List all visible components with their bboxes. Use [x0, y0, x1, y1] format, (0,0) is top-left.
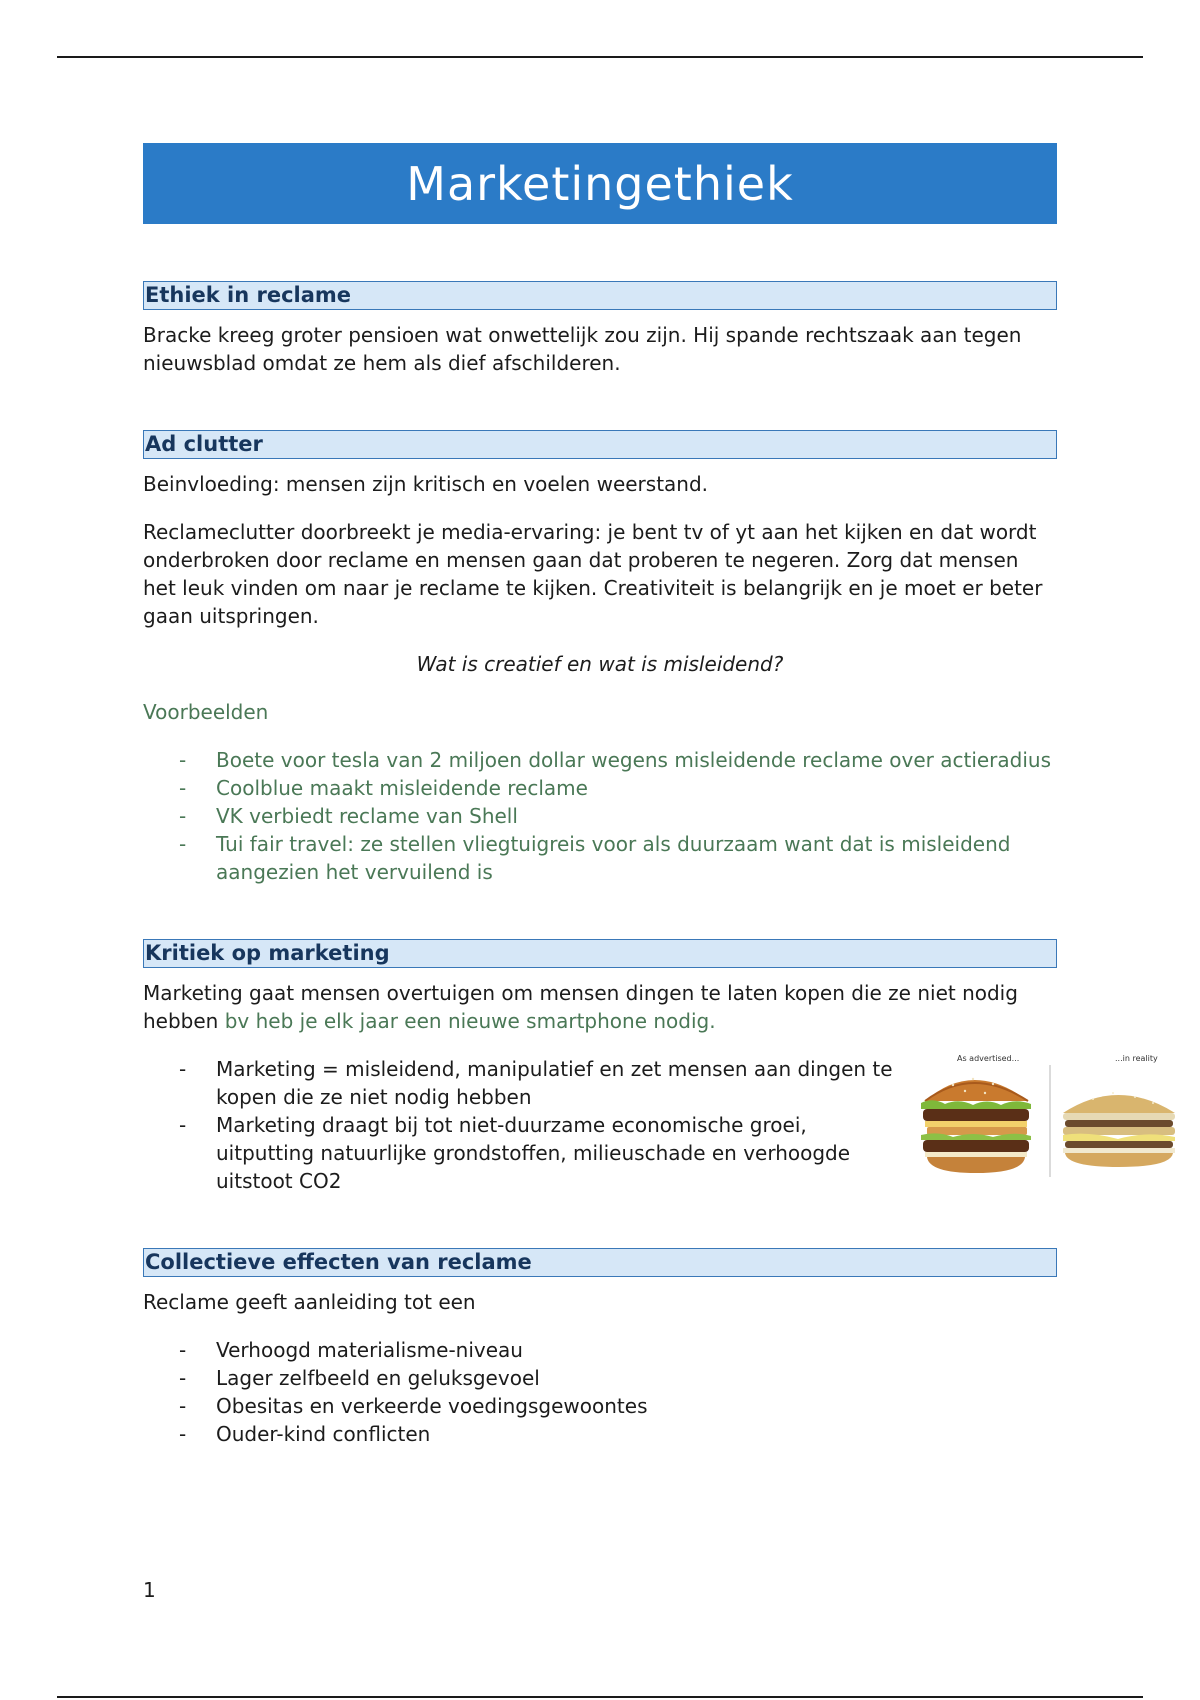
list-item: - Verhoogd materialisme-niveau [179, 1338, 523, 1362]
collectief-list [143, 1336, 1057, 1448]
caption-in-reality: ...in reality [1115, 1054, 1158, 1063]
list-item: - VK verbiedt reclame van Shell [179, 804, 518, 828]
burger-comparison-image [913, 1051, 1183, 1181]
bullet-dash: - [179, 1422, 187, 1446]
bullet-dash: - [179, 1366, 187, 1390]
examples-list [143, 746, 1057, 886]
page-number: 1 [143, 1578, 156, 1602]
bullet-dash: - [179, 832, 187, 856]
list-item: - Marketing = misleidend, manipulatief en zet mensen aan dingen te kopen die ze niet nodig hebben [179, 1057, 893, 1109]
footer-rule [57, 1696, 1143, 1698]
kritiek-list-with-image [143, 1054, 1158, 1195]
paragraph-beinvloeding: Beinvloeding: mensen zijn kritisch en voelen weerstand. [143, 472, 709, 496]
paragraph-collectief: Reclame geeft aanleiding tot een [143, 1290, 476, 1314]
paragraph-reclameclutter: Reclameclutter doorbreekt je media-ervaring: je bent tv of yt aan het kijken en dat wordt onderbroken door reclame en mensen gaan dat proberen te negeren. Zorg dat mensen het leuk vinden om naar je reclame te kijken. Creativiteit is belangrijk en je moet er beter gaan uitspringen. [143, 520, 1043, 628]
bullet-dash: - [179, 1338, 187, 1362]
section-heading-ethiek: Ethiek in reclame [143, 281, 1057, 310]
list-item: - Boete voor tesla van 2 miljoen dollar wegens misleidende reclame over actieradius [179, 748, 1052, 772]
bullet-dash: - [179, 1394, 187, 1418]
bullet-dash: - [179, 804, 187, 828]
examples-label: Voorbeelden [143, 700, 269, 724]
bullet-dash: - [179, 1113, 187, 1137]
section-heading-adclutter: Ad clutter [143, 430, 1057, 459]
advertised-burger-icon [921, 1078, 1031, 1173]
section-heading-kritiek: Kritiek op marketing [143, 939, 1057, 968]
paragraph-kritiek: Marketing gaat mensen overtuigen om mensen dingen te laten kopen die ze niet nodig hebben bv heb je elk jaar een nieuwe smartphone nodig. [143, 981, 1018, 1033]
section-heading-collectief: Collectieve effecten van reclame [143, 1248, 1057, 1277]
list-item: - Tui fair travel: ze stellen vliegtuigreis voor als duurzaam want dat is misleidend aangezien het vervuilend is [179, 832, 1011, 884]
header-rule [57, 56, 1143, 58]
bullet-dash: - [179, 1057, 187, 1081]
document-page [143, 143, 1158, 1448]
bullet-dash: - [179, 748, 187, 772]
list-item: - Coolblue maakt misleidende reclame [179, 776, 588, 800]
list-item: - Marketing draagt bij tot niet-duurzame economische groei, uitputting natuurlijke grondstoffen, milieuschade en verhoogde uitstoot CO2 [179, 1113, 851, 1193]
reality-burger-icon [1063, 1092, 1175, 1167]
paragraph-ethiek: Bracke kreeg groter pensioen wat onwettelijk zou zijn. Hij spande rechtszaak aan tegen nieuwsblad omdat ze hem als dief afschilderen. [143, 323, 1022, 375]
kritiek-list [143, 1055, 903, 1195]
list-item: - Ouder-kind conflicten [179, 1422, 431, 1446]
document-title: Marketingethiek [143, 143, 1057, 224]
example-inline: bv heb je elk jaar een nieuwe smartphone nodig. [224, 1009, 716, 1033]
question-text: Wat is creatief en wat is misleidend? [416, 652, 784, 676]
list-item: - Obesitas en verkeerde voedingsgewoontes [179, 1394, 648, 1418]
list-item: - Lager zelfbeeld en geluksgevoel [179, 1366, 540, 1390]
bullet-dash: - [179, 776, 187, 800]
caption-as-advertised: As advertised... [957, 1054, 1020, 1063]
